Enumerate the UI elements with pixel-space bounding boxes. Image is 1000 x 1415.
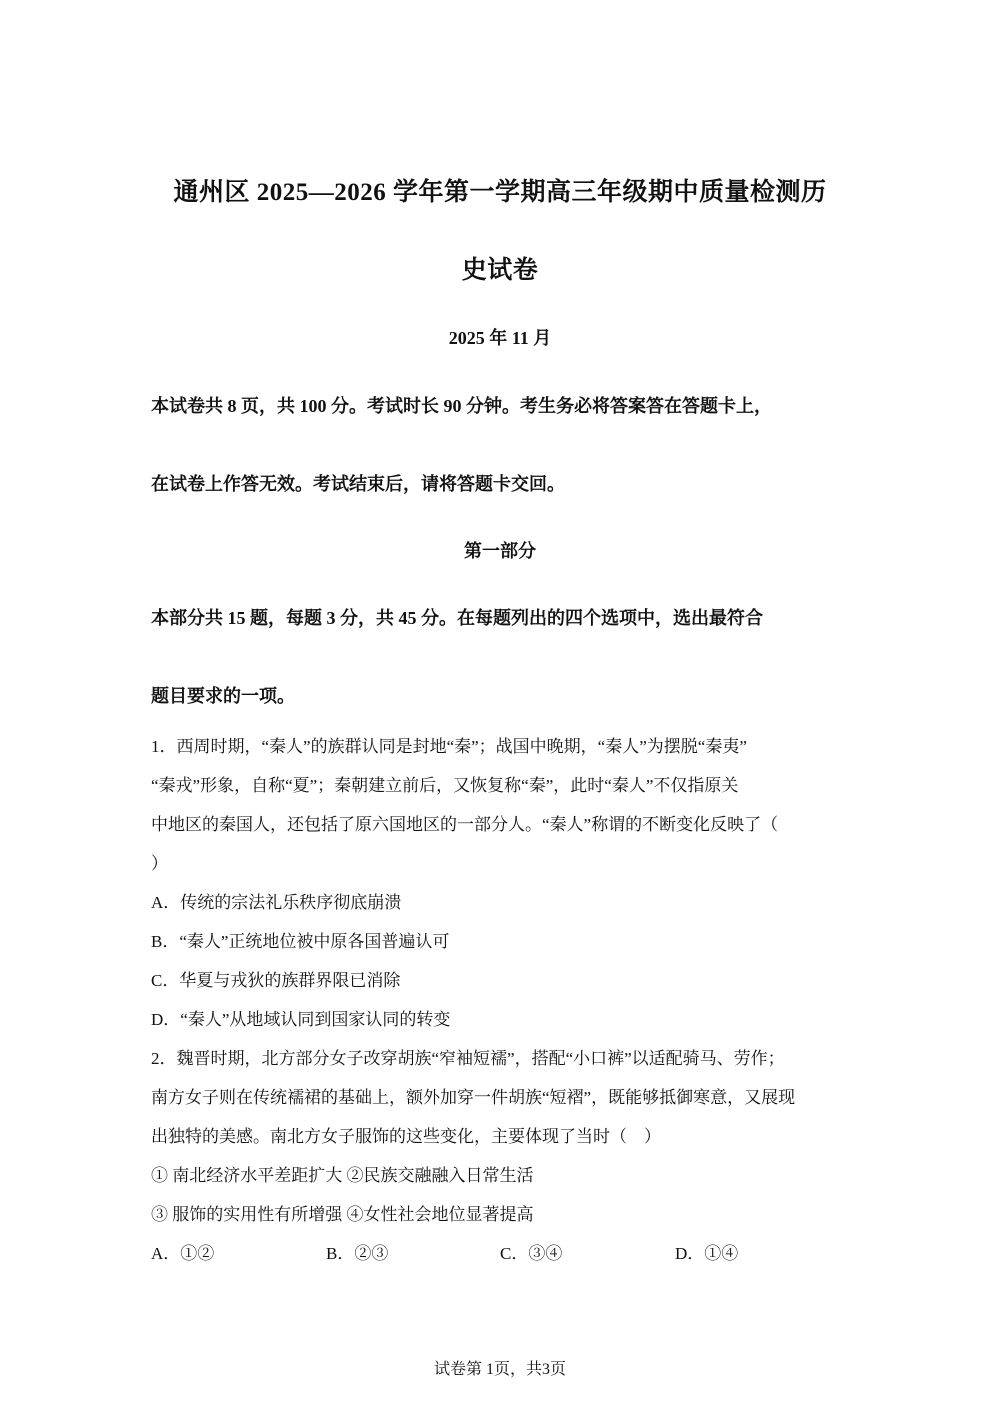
- question-2-statement: ① 南北经济水平差距扩大 ②民族交融融入日常生活: [151, 1166, 534, 1185]
- instructions-line1: 本试卷共 8 页，共 100 分。考试时长 90 分钟。考生务必将答案答在答题卡上，: [151, 396, 772, 416]
- question-1-stem-line: 1．西周时期，“秦人”的族群认同是封地“秦”；战国中晚期，“秦人”为摆脱“秦夷”: [151, 737, 747, 756]
- section-desc-line1: 本部分共 15 题，每题 3 分，共 45 分。在每题列出的四个选项中，选出最符合: [151, 608, 763, 628]
- question-2-option-d: D．①④: [675, 1244, 739, 1263]
- question-2-option-b: B．②③: [326, 1244, 389, 1263]
- question-1-stem-line: 中地区的秦国人，还包括了原六国地区的一部分人。“秦人”称谓的不断变化反映了（: [151, 815, 779, 834]
- exam-date: 2025 年 11 月: [448, 328, 552, 348]
- question-2-option-a: A．①②: [151, 1244, 215, 1263]
- exam-title-line2: 史试卷: [461, 257, 539, 284]
- section-title: 第一部分: [464, 541, 536, 561]
- question-1-option-b: B．“秦人”正统地位被中原各国普遍认可: [151, 932, 450, 951]
- question-1-stem-line: ）: [151, 854, 168, 873]
- question-1-stem-line: “秦戎”形象，自称“夏”；秦朝建立前后，又恢复称“秦”，此时“秦人”不仅指原关: [151, 776, 739, 795]
- instructions-line2: 在试卷上作答无效。考试结束后，请将答题卡交回。: [151, 474, 565, 494]
- question-2-stem-line: 南方女子则在传统襦裙的基础上，额外加穿一件胡族“短褶”，既能够抵御寒意，又展现: [151, 1088, 796, 1107]
- exam-title-line1: 通州区 2025—2026 学年第一学期高三年级期中质量检测历: [173, 179, 827, 206]
- section-desc-line2: 题目要求的一项。: [151, 686, 295, 706]
- question-1-option-d: D．“秦人”从地域认同到国家认同的转变: [151, 1010, 451, 1029]
- question-1-option-c: C．华夏与戎狄的族群界限已消除: [151, 971, 401, 990]
- question-2-statement: ③ 服饰的实用性有所增强 ④女性社会地位显著提高: [151, 1205, 534, 1224]
- question-2-stem-line: 出独特的美感。南北方女子服饰的这些变化，主要体现了当时（ ）: [151, 1127, 661, 1146]
- question-1-option-a: A．传统的宗法礼乐秩序彻底崩溃: [151, 893, 402, 912]
- question-2-stem-line: 2．魏晋时期，北方部分女子改穿胡族“窄袖短襦”，搭配“小口裤”以适配骑马、劳作；: [151, 1049, 785, 1068]
- page-footer: 试卷第 1页，共3页: [433, 1361, 566, 1378]
- question-2-option-c: C．③④: [500, 1244, 563, 1263]
